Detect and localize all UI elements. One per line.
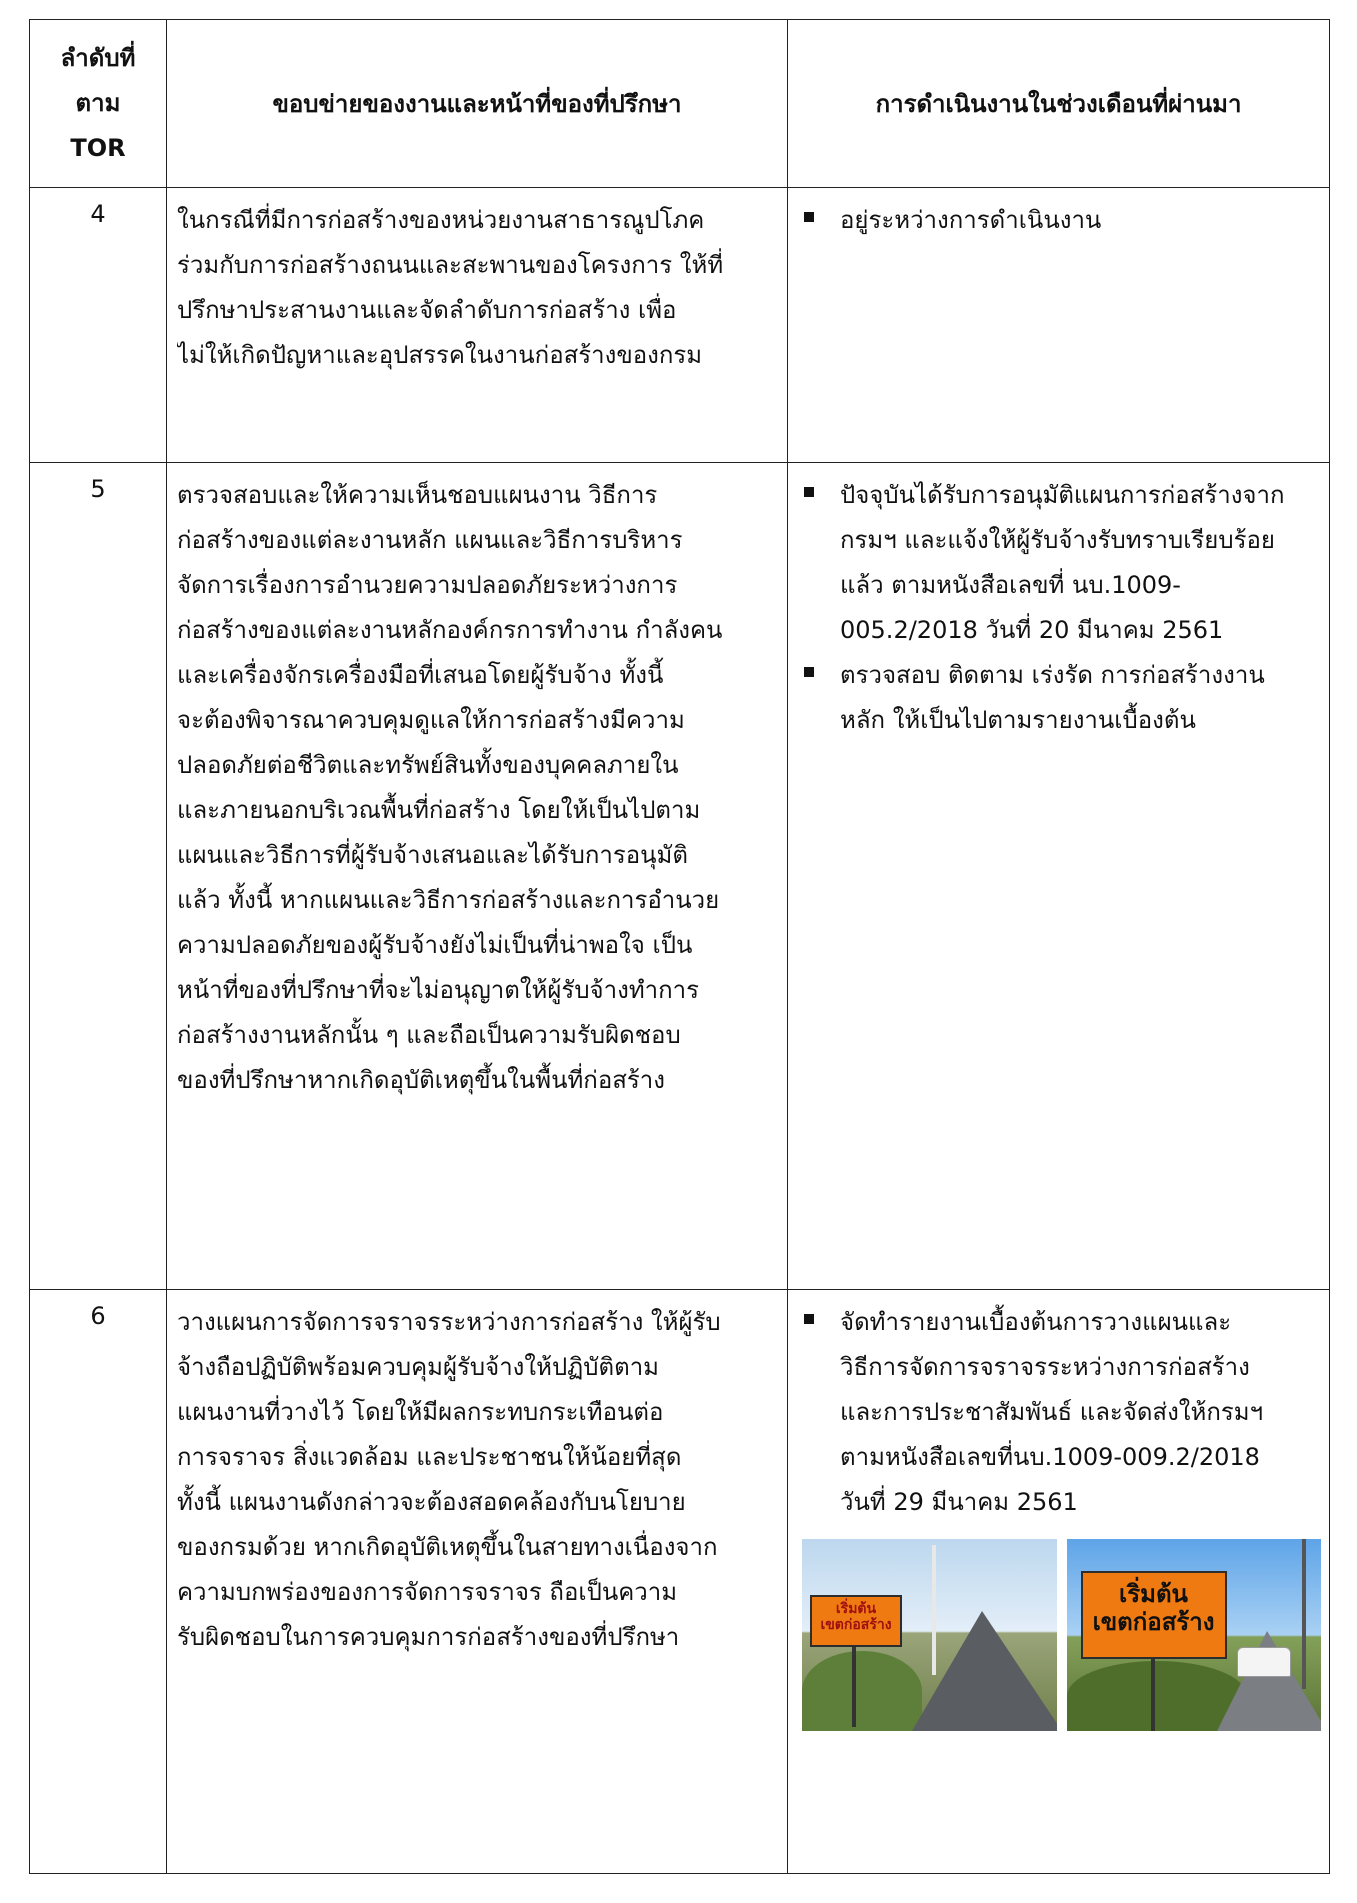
square-bullet-icon xyxy=(798,1300,840,1345)
construction-sign: เริ่มต้น เขตก่อสร้าง xyxy=(810,1595,902,1647)
construction-sign: เริ่มต้น เขตก่อสร้าง xyxy=(1081,1571,1227,1659)
header-scope: ขอบข่ายของงานและหน้าที่ของที่ปรึกษา xyxy=(167,20,788,188)
table-row xyxy=(30,188,1330,463)
list-item: อยู่ระหว่างการดำเนินงาน xyxy=(798,198,1321,243)
site-photos xyxy=(802,1539,1321,1731)
table-header-row xyxy=(30,20,1330,188)
scope-text: วางแผนการจัดการจราจรระหว่างการก่อสร้าง ให้ผู้รับ จ้างถือปฏิบัติพร้อมควบคุมผู้รับจ้างให้ปฏิบัติตาม แผนงานที่วางไว้ โดยให้มีผลกระทบกระเทือนต่อ การจราจร สิ่งแวดล้อม และประชาชนให้น้อยที่สุด ทั้งนี้ แผนงานดังกล่าวจะต้องสอดคล้องกับนโยบาย ของกรมด้วย หากเกิดอุบัติเหตุขึ้นในสายทางเนื่องจาก ความบกพร่องของการจัดการจราจร ถือเป็นความ รับผิดชอบในการควบคุมการก่อสร้างของที่ปรึกษา xyxy=(167,1290,788,1874)
square-bullet-icon xyxy=(798,473,840,518)
table-row xyxy=(30,463,1330,1290)
scope-text: ตรวจสอบและให้ความเห็นชอบแผนงาน วิธีการ ก่อสร้างของแต่ละงานหลัก แผนและวิธีการบริหาร จัดการเรื่องการอำนวยความปลอดภัยระหว่างการ ก่อสร้างของแต่ละงานหลักองค์กรการทำงาน กำลังคน และเครื่องจักรเครื่องมือที่เสนอโดยผู้รับจ้าง ทั้งนี้ จะต้องพิจารณาควบคุมดูแลให้การก่อสร้างมีความ ปลอดภัยต่อชีวิตและทรัพย์สินทั้งของบุคคลภายใน และภายนอกบริเวณพื้นที่ก่อสร้าง โดยให้เป็นไปตาม แผนและวิธีการที่ผู้รับจ้างเสนอและได้รับการอนุมัติ แล้ว ทั้งนี้ หากแผนและวิธีการก่อสร้างและการอำนวย ความปลอดภัยของผู้รับจ้างยังไม่เป็นที่น่าพอใจ เป็น หน้าที่ของที่ปรึกษาที่จะไม่อนุญาตให้ผู้รับจ้างทำการ ก่อสร้างงานหลักนั้น ๆ และถือเป็นความรับผิดชอบ ของที่ปรึกษาหากเกิดอุบัติเหตุขึ้นในพื้นที่ก่อสร้าง xyxy=(167,463,788,1290)
work-done xyxy=(788,463,1330,1290)
square-bullet-icon xyxy=(798,653,840,698)
list-item: ปัจจุบันได้รับการอนุมัติแผนการก่อสร้างจาก กรมฯ และแจ้งให้ผู้รับจ้างรับทราบเรียบร้อย แล้ว ตามหนังสือเลขที่ นบ.1009- 005.2/2018 วันที่ 20 มีนาคม 2561 xyxy=(798,473,1321,653)
table-row xyxy=(30,1290,1330,1874)
square-bullet-icon xyxy=(798,198,840,243)
progress-table xyxy=(29,19,1330,1874)
work-done xyxy=(788,188,1330,463)
list-item: จัดทำรายงานเบื้องต้นการวางแผนและ วิธีการจัดการจราจรระหว่างการก่อสร้าง และการประชาสัมพันธ์ และจัดส่งให้กรมฯ ตามหนังสือเลขที่นบ.1009-009.2/2018 วันที่ 29 มีนาคม 2561 xyxy=(798,1300,1321,1525)
header-tor-number: ลำดับที่ ตาม TOR xyxy=(30,20,167,188)
pickup-truck xyxy=(1237,1647,1291,1677)
header-work-done: การดำเนินงานในช่วงเดือนที่ผ่านมา xyxy=(788,20,1330,188)
construction-sign-photo xyxy=(1067,1539,1322,1731)
list-item: ตรวจสอบ ติดตาม เร่งรัด การก่อสร้างงาน หลัก ให้เป็นไปตามรายงานเบื้องต้น xyxy=(798,653,1321,743)
scope-text: ในกรณีที่มีการก่อสร้างของหน่วยงานสาธารณูปโภค ร่วมกับการก่อสร้างถนนและสะพานของโครงการ ให้ที่ ปรึกษาประสานงานและจัดลำดับการก่อสร้าง เพื่อ ไม่ให้เกิดปัญหาและอุปสรรคในงานก่อสร้างของกรม xyxy=(167,188,788,463)
construction-sign-photo xyxy=(802,1539,1057,1731)
tor-number: 5 xyxy=(30,463,167,1290)
tor-number: 4 xyxy=(30,188,167,463)
tor-number: 6 xyxy=(30,1290,167,1874)
work-done xyxy=(788,1290,1330,1874)
